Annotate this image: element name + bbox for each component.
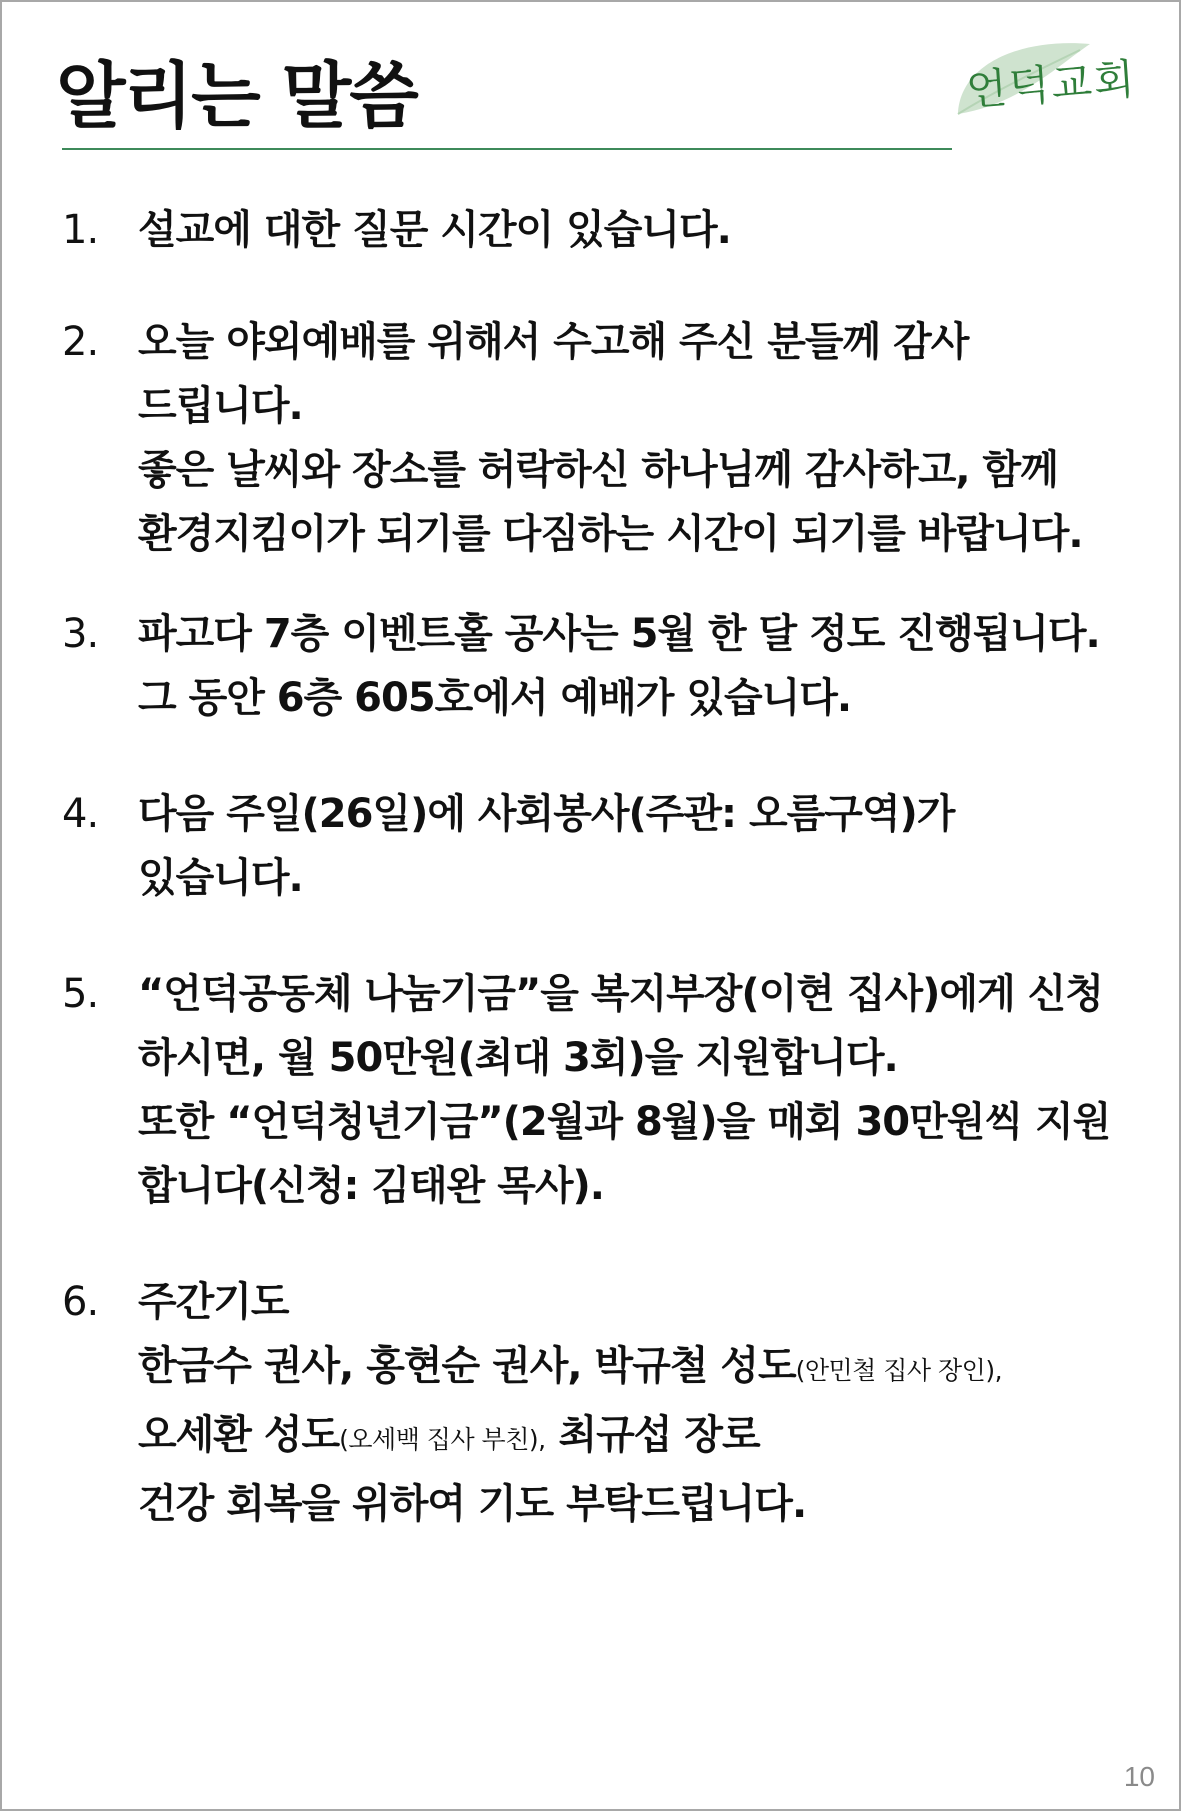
item-number: 3. (62, 611, 99, 657)
item-number: 1. (62, 207, 99, 253)
prayer-line-1 (138, 1334, 1152, 1403)
prayer-line-2 (138, 1403, 1152, 1472)
item-line: 환경지킴이가 되기를 다짐하는 시간이 되기를 바랍니다. (138, 511, 1083, 557)
announcement-item-1 (62, 198, 1152, 262)
item-line: 또한 “언덕청년기금”(2월과 8월)을 매회 30만원씩 지원 (138, 1099, 1111, 1145)
prayer-heading: 주간기도 (138, 1279, 289, 1325)
announcement-item-2 (62, 310, 1152, 566)
title-underline (62, 148, 952, 150)
prayer-names-tail: 최규섭 장로 (545, 1412, 760, 1458)
announcement-list (62, 198, 1152, 1536)
item-line: 파고다 7층 이벤트홀 공사는 5월 한 달 정도 진행됩니다. (138, 611, 1100, 657)
announcement-item-4 (62, 782, 1152, 910)
prayer-names: 오세환 성도 (138, 1412, 340, 1458)
item-line: 하시면, 월 50만원(최대 3회)을 지원합니다. (138, 1035, 898, 1081)
announcement-item-6 (62, 1270, 1152, 1536)
item-line: 다음 주일(26일)에 사회봉사(주관: 오름구역)가 (138, 791, 955, 837)
item-number: 2. (62, 319, 99, 365)
church-logo (950, 34, 1150, 134)
item-line: 그 동안 6층 605호에서 예배가 있습니다. (138, 675, 852, 721)
item-line: 드립니다. (138, 383, 303, 429)
item-number: 5. (62, 971, 99, 1017)
page-number: 10 (1123, 1761, 1155, 1792)
item-line: 있습니다. (138, 855, 303, 901)
announcement-item-5 (62, 962, 1152, 1218)
item-number: 6. (62, 1279, 99, 1325)
item-number: 4. (62, 791, 99, 837)
prayer-names: 한금수 권사, 홍현순 권사, 박규철 성도 (138, 1343, 796, 1389)
logo-text: 언덕교회 (964, 54, 1138, 115)
item-line: “언덕공동체 나눔기금”을 복지부장(이현 집사)에게 신청 (138, 971, 1103, 1017)
item-line: 좋은 날씨와 장소를 허락하신 하나님께 감사하고, 함께 (138, 447, 1058, 493)
prayer-closing: 건강 회복을 위하여 기도 부탁드립니다. (138, 1481, 807, 1527)
item-line: 오늘 야외예배를 위해서 수고해 주신 분들께 감사 (138, 319, 969, 365)
prayer-note: (안민철 집사 장인), (795, 1356, 1003, 1385)
page-title: 알리는 말씀 (56, 54, 417, 138)
item-line: 합니다(신청: 김태완 목사). (138, 1163, 605, 1209)
announcement-item-3 (62, 602, 1152, 730)
item-line: 설교에 대한 질문 시간이 있습니다. (138, 207, 731, 253)
prayer-note: (오세백 집사 부친), (339, 1425, 546, 1454)
